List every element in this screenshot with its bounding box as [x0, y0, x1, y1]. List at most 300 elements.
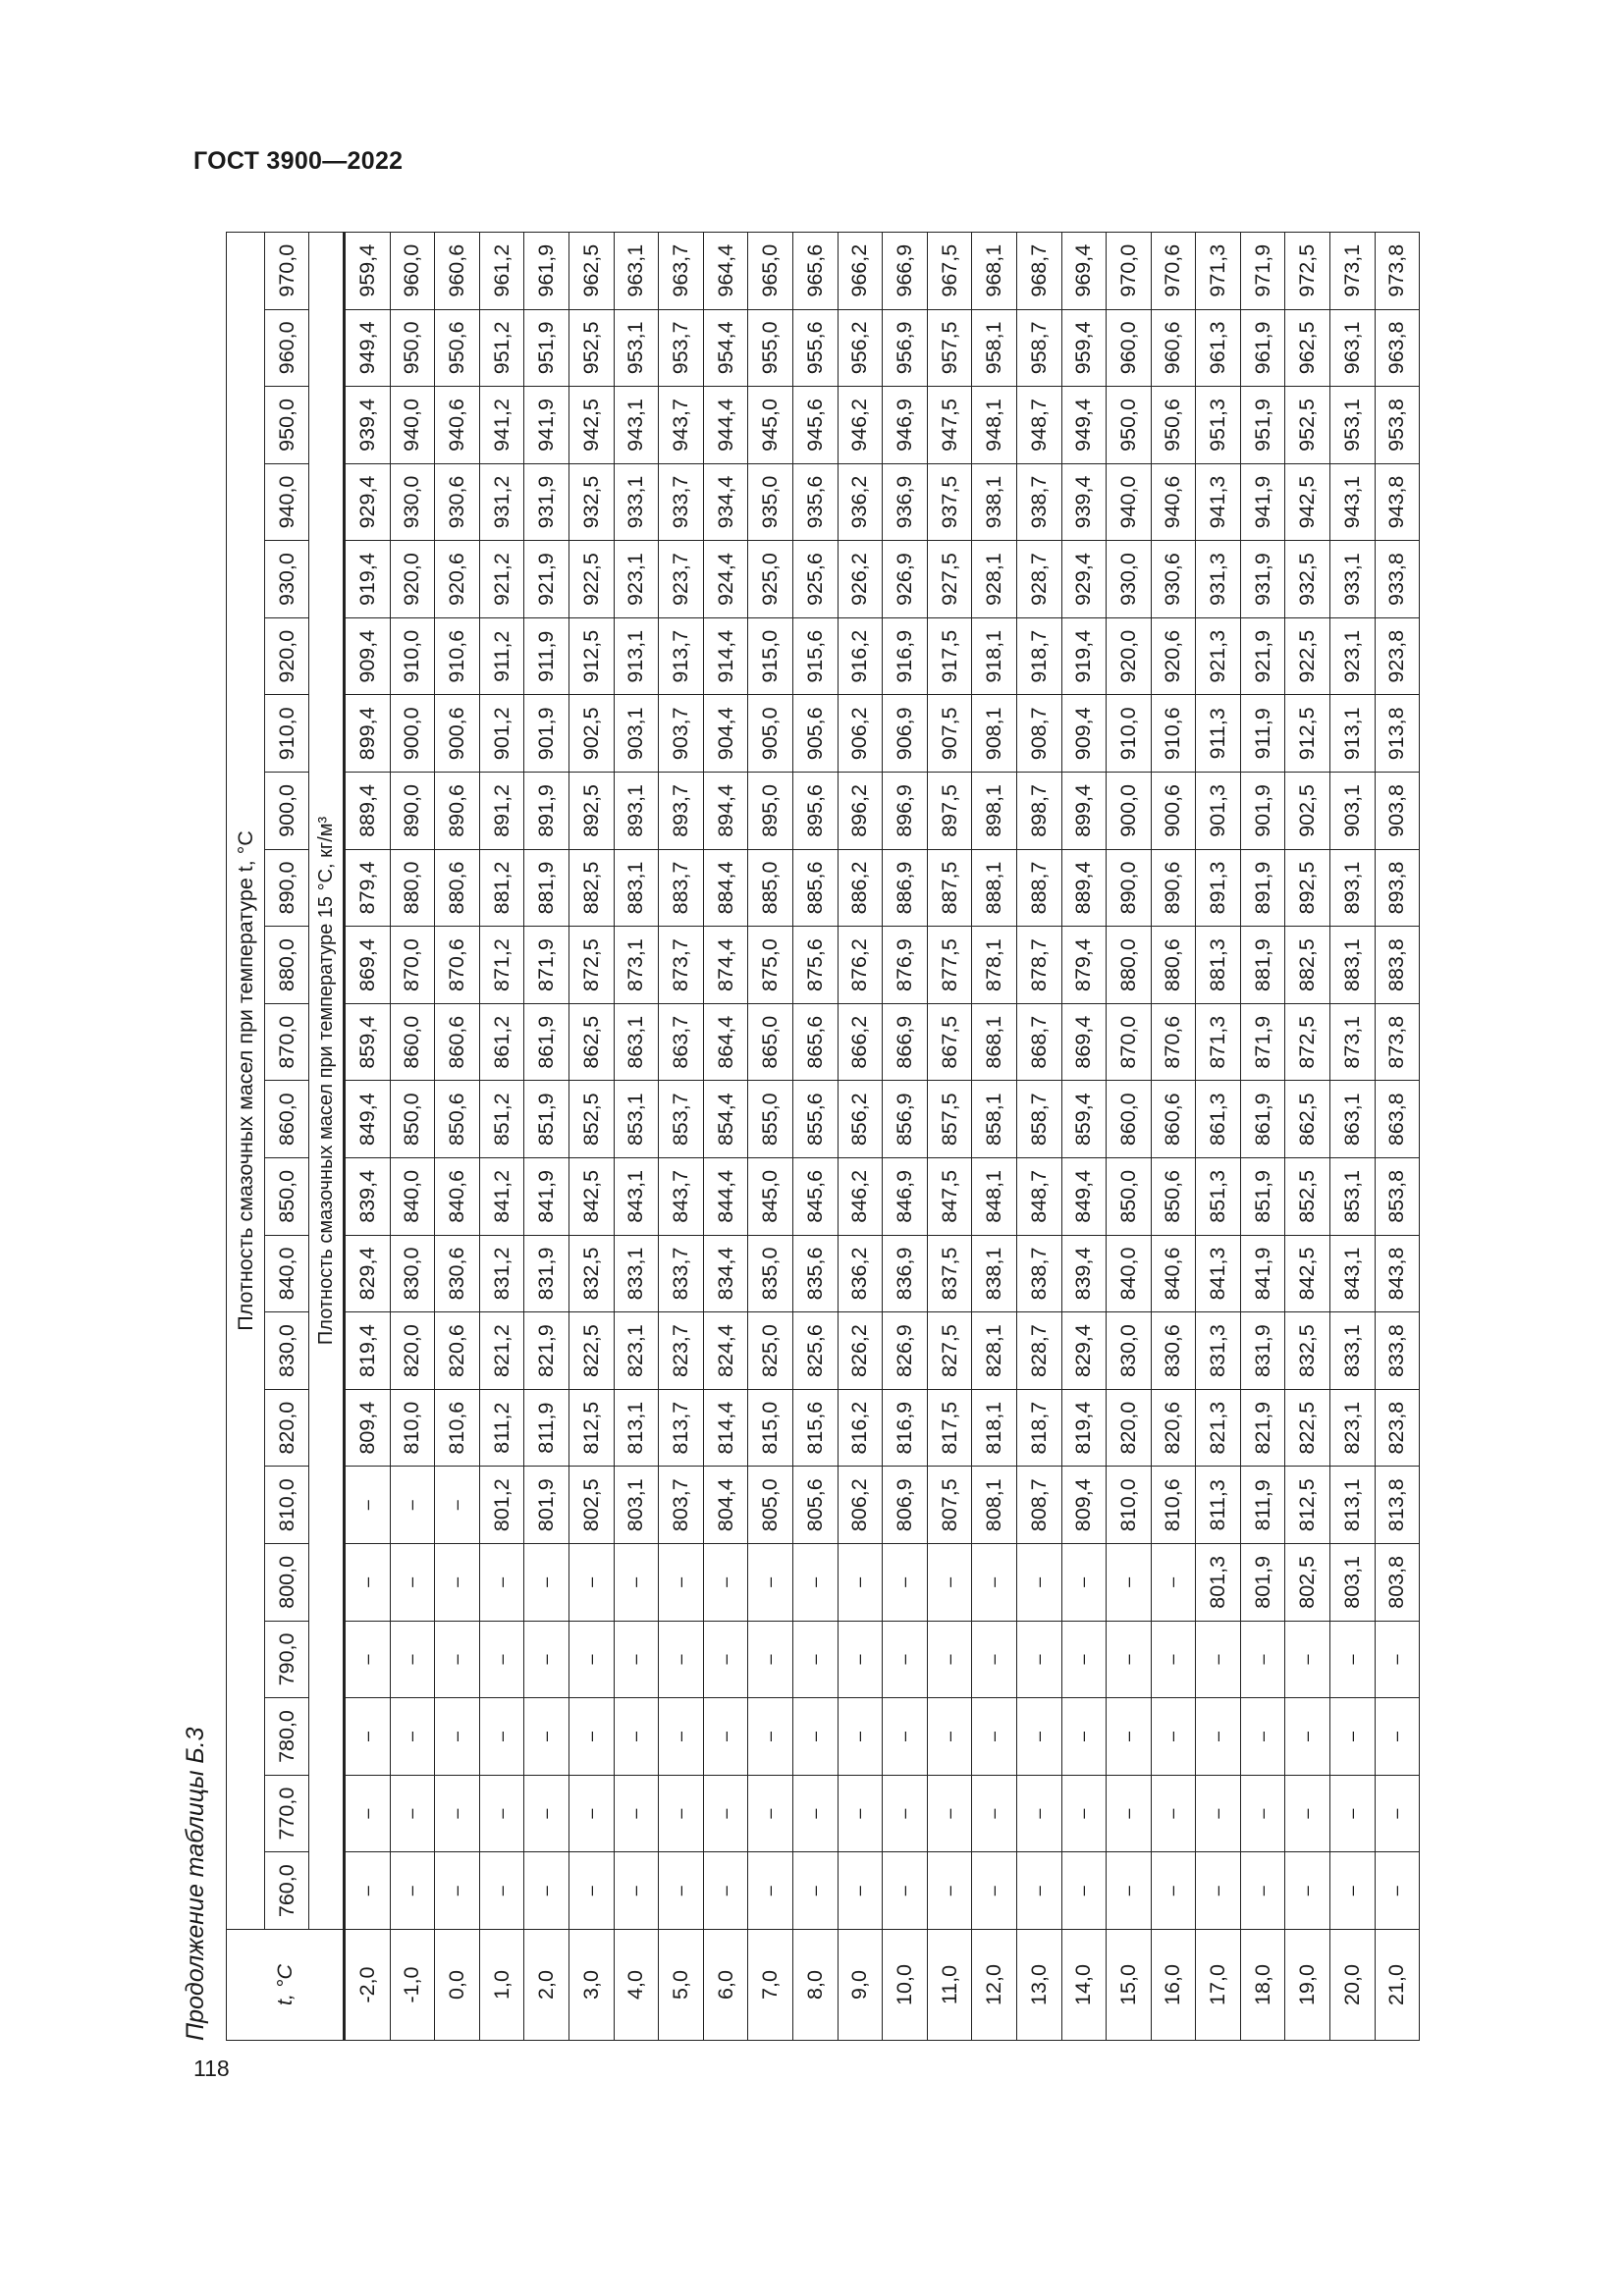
density-cell: – — [479, 1621, 524, 1698]
density-cell: – — [1107, 1544, 1152, 1622]
density-cell: 941,2 — [479, 387, 524, 464]
density-cell: 943,1 — [614, 387, 659, 464]
density-cell: 957,5 — [927, 309, 972, 387]
density-cell: 921,9 — [1240, 617, 1285, 695]
density-cell: 843,7 — [659, 1158, 704, 1236]
density-cell: 802,5 — [568, 1467, 614, 1544]
density-cell: – — [972, 1544, 1017, 1622]
density-cell: 911,9 — [524, 617, 569, 695]
column-header-row — [265, 232, 309, 2040]
density-cell: 840,6 — [435, 1158, 480, 1236]
density-cell: 936,9 — [883, 463, 928, 541]
density-cell: 960,0 — [390, 232, 435, 309]
density-cell: 963,1 — [1330, 309, 1376, 387]
column-header: 830,0 — [265, 1312, 309, 1390]
temperature-cell: 15,0 — [1107, 1930, 1152, 2041]
density-cell: 878,1 — [972, 927, 1017, 1004]
density-cell: 939,4 — [1061, 463, 1107, 541]
density-cell: 961,3 — [1196, 309, 1241, 387]
density-cell: – — [659, 1544, 704, 1622]
density-cell: 891,3 — [1196, 849, 1241, 927]
density-cell: – — [1151, 1852, 1196, 1930]
density-cell: 863,7 — [659, 1003, 704, 1081]
density-cell: – — [838, 1775, 883, 1852]
density-cell: 831,9 — [524, 1235, 569, 1312]
density-cell: – — [435, 1544, 480, 1622]
density-cell: 897,5 — [927, 773, 972, 850]
density-cell: 919,4 — [345, 541, 391, 618]
density-cell: 845,0 — [748, 1158, 793, 1236]
density-cell: 822,5 — [1285, 1389, 1330, 1467]
density-cell: 960,6 — [1151, 309, 1196, 387]
density-cell: 921,9 — [524, 541, 569, 618]
density-cell: 809,4 — [345, 1389, 391, 1467]
density-cell: 930,0 — [390, 463, 435, 541]
density-cell: 835,6 — [792, 1235, 838, 1312]
density-cell: 856,9 — [883, 1081, 928, 1158]
column-header: 970,0 — [265, 232, 309, 309]
density-cell: 873,1 — [1330, 1003, 1376, 1081]
density-cell: 951,9 — [524, 309, 569, 387]
density-cell: 893,1 — [1330, 849, 1376, 927]
temperature-cell: 21,0 — [1375, 1930, 1420, 2041]
density-cell: 847,5 — [927, 1158, 972, 1236]
density-cell: 801,9 — [524, 1467, 569, 1544]
temperature-cell: 3,0 — [568, 1930, 614, 2041]
density-cell: 908,1 — [972, 695, 1017, 773]
density-cell: 865,0 — [748, 1003, 793, 1081]
density-cell: 967,5 — [927, 232, 972, 309]
column-header: 800,0 — [265, 1544, 309, 1622]
density-cell: 920,6 — [435, 541, 480, 618]
density-cell: – — [390, 1775, 435, 1852]
density-cell: 970,6 — [1151, 232, 1196, 309]
density-cell: 926,2 — [838, 541, 883, 618]
density-cell: 886,2 — [838, 849, 883, 927]
density-cell: 811,2 — [479, 1389, 524, 1467]
density-cell: 870,0 — [390, 927, 435, 1004]
density-cell: – — [568, 1698, 614, 1776]
density-cell: 941,9 — [524, 387, 569, 464]
density-cell: 924,4 — [703, 541, 748, 618]
density-cell: 819,4 — [1061, 1389, 1107, 1467]
density-cell: 880,0 — [1107, 927, 1152, 1004]
density-cell: 833,1 — [614, 1235, 659, 1312]
density-cell: – — [479, 1544, 524, 1622]
density-cell: 868,1 — [972, 1003, 1017, 1081]
density-cell: – — [1196, 1775, 1241, 1852]
density-cell: 873,1 — [614, 927, 659, 1004]
density-cell: – — [1151, 1775, 1196, 1852]
density-cell: 883,1 — [1330, 927, 1376, 1004]
density-cell: 941,3 — [1196, 463, 1241, 541]
density-cell: – — [1330, 1852, 1376, 1930]
density-cell: 870,6 — [435, 927, 480, 1004]
density-cell: 888,1 — [972, 849, 1017, 927]
density-cell: – — [524, 1698, 569, 1776]
density-cell: – — [1240, 1621, 1285, 1698]
density-cell: 879,4 — [1061, 927, 1107, 1004]
column-header: 950,0 — [265, 387, 309, 464]
density-cell: 959,4 — [1061, 309, 1107, 387]
table-row — [524, 232, 569, 2040]
density-cell: – — [792, 1621, 838, 1698]
density-cell: 822,5 — [568, 1312, 614, 1390]
density-cell: 807,5 — [927, 1467, 972, 1544]
table-body — [345, 232, 1420, 2040]
temperature-cell: 2,0 — [524, 1930, 569, 2041]
density-cell: 968,7 — [1016, 232, 1061, 309]
density-cell: 895,6 — [792, 773, 838, 850]
density-cell: 816,9 — [883, 1389, 928, 1467]
density-cell: 853,1 — [1330, 1158, 1376, 1236]
density-cell: 864,4 — [703, 1003, 748, 1081]
density-cell: 952,5 — [1285, 387, 1330, 464]
table-row — [1061, 232, 1107, 2040]
density-cell: 830,6 — [435, 1235, 480, 1312]
density-cell: 890,6 — [1151, 849, 1196, 927]
density-cell: – — [1107, 1621, 1152, 1698]
density-cell: 911,9 — [1240, 695, 1285, 773]
density-cell: 848,7 — [1016, 1158, 1061, 1236]
density-cell: 883,1 — [614, 849, 659, 927]
table-row — [748, 232, 793, 2040]
density-cell: – — [1330, 1621, 1376, 1698]
density-cell: 946,9 — [883, 387, 928, 464]
density-cell: 806,2 — [838, 1467, 883, 1544]
density-cell: 872,5 — [568, 927, 614, 1004]
density-cell: – — [703, 1621, 748, 1698]
density-cell: 821,9 — [524, 1312, 569, 1390]
density-cell: 818,1 — [972, 1389, 1017, 1467]
temperature-cell: 4,0 — [614, 1930, 659, 2041]
density-cell: 830,0 — [1107, 1312, 1152, 1390]
density-cell: – — [435, 1467, 480, 1544]
density-cell: – — [1285, 1621, 1330, 1698]
density-cell: 932,5 — [1285, 541, 1330, 618]
density-cell: – — [883, 1775, 928, 1852]
density-cell: 943,1 — [1330, 463, 1376, 541]
density-cell: 918,7 — [1016, 617, 1061, 695]
density-cell: 913,8 — [1375, 695, 1420, 773]
density-cell: 869,4 — [345, 927, 391, 1004]
density-cell: 846,9 — [883, 1158, 928, 1236]
density-cell: 814,4 — [703, 1389, 748, 1467]
density-cell: 921,3 — [1196, 617, 1241, 695]
density-cell: 901,3 — [1196, 773, 1241, 850]
unit-header-row — [309, 232, 345, 2040]
density-cell: 941,9 — [1240, 463, 1285, 541]
density-cell: 875,0 — [748, 927, 793, 1004]
density-cell: 961,2 — [479, 232, 524, 309]
density-cell: – — [1016, 1544, 1061, 1622]
table-row — [614, 232, 659, 2040]
density-cell: 852,5 — [1285, 1158, 1330, 1236]
density-cell: – — [435, 1775, 480, 1852]
density-cell: – — [479, 1698, 524, 1776]
density-cell: 915,6 — [792, 617, 838, 695]
density-cell: – — [1375, 1775, 1420, 1852]
density-cell: 808,1 — [972, 1467, 1017, 1544]
density-cell: 933,1 — [614, 463, 659, 541]
density-cell: 889,4 — [345, 773, 391, 850]
density-cell: 880,0 — [390, 849, 435, 927]
column-header: 760,0 — [265, 1852, 309, 1930]
density-cell: 930,0 — [1107, 541, 1152, 618]
density-cell: 918,1 — [972, 617, 1017, 695]
column-header: 770,0 — [265, 1775, 309, 1852]
density-cell: 909,4 — [345, 617, 391, 695]
density-cell: 849,4 — [1061, 1158, 1107, 1236]
density-cell: 964,4 — [703, 232, 748, 309]
density-cell: – — [927, 1852, 972, 1930]
density-cell: 936,2 — [838, 463, 883, 541]
density-cell: 954,4 — [703, 309, 748, 387]
density-cell: – — [435, 1852, 480, 1930]
density-cell: – — [883, 1698, 928, 1776]
density-cell: – — [614, 1852, 659, 1930]
density-cell: 860,0 — [1107, 1081, 1152, 1158]
density-cell: 931,2 — [479, 463, 524, 541]
density-cell: 815,6 — [792, 1389, 838, 1467]
density-cell: – — [435, 1698, 480, 1776]
density-cell: 887,5 — [927, 849, 972, 927]
density-cell: – — [703, 1698, 748, 1776]
density-cell: 953,8 — [1375, 387, 1420, 464]
density-cell: 862,5 — [1285, 1081, 1330, 1158]
density-cell: 971,9 — [1240, 232, 1285, 309]
density-cell: 951,9 — [1240, 387, 1285, 464]
density-cell: 813,1 — [1330, 1467, 1376, 1544]
density-cell: – — [1016, 1775, 1061, 1852]
density-cell: 951,2 — [479, 309, 524, 387]
density-cell: – — [1330, 1775, 1376, 1852]
density-cell: 948,1 — [972, 387, 1017, 464]
density-cell: 816,2 — [838, 1389, 883, 1467]
column-header: 870,0 — [265, 1003, 309, 1081]
column-header: 850,0 — [265, 1158, 309, 1236]
table-row — [1240, 232, 1285, 2040]
density-cell: 920,0 — [390, 541, 435, 618]
density-cell: 956,2 — [838, 309, 883, 387]
density-cell: – — [390, 1621, 435, 1698]
density-cell: – — [792, 1775, 838, 1852]
density-cell: 826,2 — [838, 1312, 883, 1390]
density-cell: 883,8 — [1375, 927, 1420, 1004]
density-cell: 812,5 — [1285, 1467, 1330, 1544]
density-cell: 850,0 — [390, 1081, 435, 1158]
density-cell: 896,2 — [838, 773, 883, 850]
column-header: 810,0 — [265, 1467, 309, 1544]
density-cell: 892,5 — [568, 773, 614, 850]
density-cell: – — [792, 1852, 838, 1930]
density-cell: 840,6 — [1151, 1235, 1196, 1312]
density-cell: 922,5 — [1285, 617, 1330, 695]
density-cell: 913,1 — [614, 617, 659, 695]
density-cell: 892,5 — [1285, 849, 1330, 927]
density-cell: 949,4 — [1061, 387, 1107, 464]
density-cell: – — [390, 1467, 435, 1544]
density-cell: 810,6 — [435, 1389, 480, 1467]
density-cell: 899,4 — [1061, 773, 1107, 850]
rotated-table-block — [182, 176, 1458, 2041]
density-cell: 860,0 — [390, 1003, 435, 1081]
density-cell: 953,1 — [614, 309, 659, 387]
density-cell: – — [748, 1621, 793, 1698]
density-cell: 900,6 — [435, 695, 480, 773]
density-cell: 861,9 — [1240, 1081, 1285, 1158]
density-cell: 956,9 — [883, 309, 928, 387]
density-cell: – — [838, 1852, 883, 1930]
density-cell: 803,7 — [659, 1467, 704, 1544]
density-cell: 830,0 — [390, 1235, 435, 1312]
density-cell: 910,0 — [390, 617, 435, 695]
density-cell: 906,9 — [883, 695, 928, 773]
density-cell: 958,7 — [1016, 309, 1061, 387]
density-cell: 950,0 — [1107, 387, 1152, 464]
density-cell: 927,5 — [927, 541, 972, 618]
density-cell: 953,7 — [659, 309, 704, 387]
density-cell: 923,1 — [614, 541, 659, 618]
density-cell: 950,0 — [390, 309, 435, 387]
density-cell: 808,7 — [1016, 1467, 1061, 1544]
density-cell: – — [792, 1698, 838, 1776]
table-row — [703, 232, 748, 2040]
density-cell: – — [614, 1698, 659, 1776]
density-cell: 835,0 — [748, 1235, 793, 1312]
density-cell: 909,4 — [1061, 695, 1107, 773]
density-cell: 900,0 — [390, 695, 435, 773]
page-number: 118 — [193, 2056, 230, 2081]
density-cell: 893,8 — [1375, 849, 1420, 927]
density-cell: 853,1 — [614, 1081, 659, 1158]
density-cell: 935,0 — [748, 463, 793, 541]
density-cell: 839,4 — [345, 1158, 391, 1236]
density-cell: 901,9 — [1240, 773, 1285, 850]
density-cell: 928,7 — [1016, 541, 1061, 618]
density-cell: 811,3 — [1196, 1467, 1241, 1544]
density-cell: 850,6 — [435, 1081, 480, 1158]
density-cell: – — [1285, 1775, 1330, 1852]
density-cell: 900,6 — [1151, 773, 1196, 850]
density-cell: 933,7 — [659, 463, 704, 541]
density-cell: 919,4 — [1061, 617, 1107, 695]
density-cell: 945,6 — [792, 387, 838, 464]
density-cell: 933,8 — [1375, 541, 1420, 618]
density-cell: 950,6 — [1151, 387, 1196, 464]
density-cell: 851,2 — [479, 1081, 524, 1158]
column-header: 900,0 — [265, 773, 309, 850]
density-cell: – — [1061, 1544, 1107, 1622]
density-cell: 890,6 — [435, 773, 480, 850]
density-cell: – — [568, 1544, 614, 1622]
density-cell: – — [345, 1698, 391, 1776]
density-cell: 882,5 — [1285, 927, 1330, 1004]
density-cell: 850,0 — [1107, 1158, 1152, 1236]
density-cell: 815,0 — [748, 1389, 793, 1467]
density-cell: 905,0 — [748, 695, 793, 773]
density-cell: 819,4 — [345, 1312, 391, 1390]
density-cell: – — [659, 1852, 704, 1930]
density-cell: – — [972, 1621, 1017, 1698]
density-cell: 845,6 — [792, 1158, 838, 1236]
density-cell: 836,2 — [838, 1235, 883, 1312]
density-cell: – — [1240, 1698, 1285, 1776]
density-cell: 903,1 — [614, 695, 659, 773]
density-cell: 801,3 — [1196, 1544, 1241, 1622]
density-cell: 908,7 — [1016, 695, 1061, 773]
density-cell: – — [972, 1698, 1017, 1776]
density-cell: 966,9 — [883, 232, 928, 309]
density-cell: 883,7 — [659, 849, 704, 927]
density-cell: 810,6 — [1151, 1467, 1196, 1544]
density-cell: 879,4 — [345, 849, 391, 927]
density-cell: 820,0 — [390, 1312, 435, 1390]
density-cell: 804,4 — [703, 1467, 748, 1544]
density-cell: 932,5 — [568, 463, 614, 541]
density-cell: 933,1 — [1330, 541, 1376, 618]
density-cell: 881,9 — [1240, 927, 1285, 1004]
density-cell: 943,7 — [659, 387, 704, 464]
density-cell: 950,6 — [435, 309, 480, 387]
density-cell: 878,7 — [1016, 927, 1061, 1004]
density-cell: 965,6 — [792, 232, 838, 309]
temperature-cell: 18,0 — [1240, 1930, 1285, 2041]
density-cell: 891,9 — [524, 773, 569, 850]
density-cell: 809,4 — [1061, 1467, 1107, 1544]
table-row — [1016, 232, 1061, 2040]
density-cell: 873,8 — [1375, 1003, 1420, 1081]
density-cell: 868,7 — [1016, 1003, 1061, 1081]
density-cell: 821,9 — [1240, 1389, 1285, 1467]
density-cell: 891,2 — [479, 773, 524, 850]
density-cell: 962,5 — [1285, 309, 1330, 387]
column-header: 910,0 — [265, 695, 309, 773]
temperature-cell: 12,0 — [972, 1930, 1017, 2041]
density-cell: – — [972, 1852, 1017, 1930]
density-cell: – — [1285, 1852, 1330, 1930]
density-cell: – — [614, 1775, 659, 1852]
density-cell: 849,4 — [345, 1081, 391, 1158]
density-cell: 855,6 — [792, 1081, 838, 1158]
density-cell: 859,4 — [345, 1003, 391, 1081]
density-cell: 880,6 — [1151, 927, 1196, 1004]
density-cell: 940,0 — [390, 387, 435, 464]
density-cell: 938,7 — [1016, 463, 1061, 541]
density-cell: 902,5 — [568, 695, 614, 773]
density-cell: – — [1330, 1698, 1376, 1776]
density-cell: – — [345, 1621, 391, 1698]
density-cell: – — [1061, 1621, 1107, 1698]
density-cell: 923,7 — [659, 541, 704, 618]
density-cell: 865,6 — [792, 1003, 838, 1081]
density-cell: 893,7 — [659, 773, 704, 850]
density-cell: – — [659, 1621, 704, 1698]
density-cell: 955,0 — [748, 309, 793, 387]
density-cell: 917,5 — [927, 617, 972, 695]
density-cell: 911,2 — [479, 617, 524, 695]
density-cell: 860,6 — [1151, 1081, 1196, 1158]
density-cell: 951,3 — [1196, 387, 1241, 464]
density-cell: 861,3 — [1196, 1081, 1241, 1158]
density-cell: – — [1061, 1852, 1107, 1930]
density-cell: 889,4 — [1061, 849, 1107, 927]
density-cell: 870,6 — [1151, 1003, 1196, 1081]
density-cell: – — [748, 1698, 793, 1776]
density-cell: – — [1061, 1698, 1107, 1776]
density-cell: – — [927, 1544, 972, 1622]
density-cell: – — [1107, 1698, 1152, 1776]
